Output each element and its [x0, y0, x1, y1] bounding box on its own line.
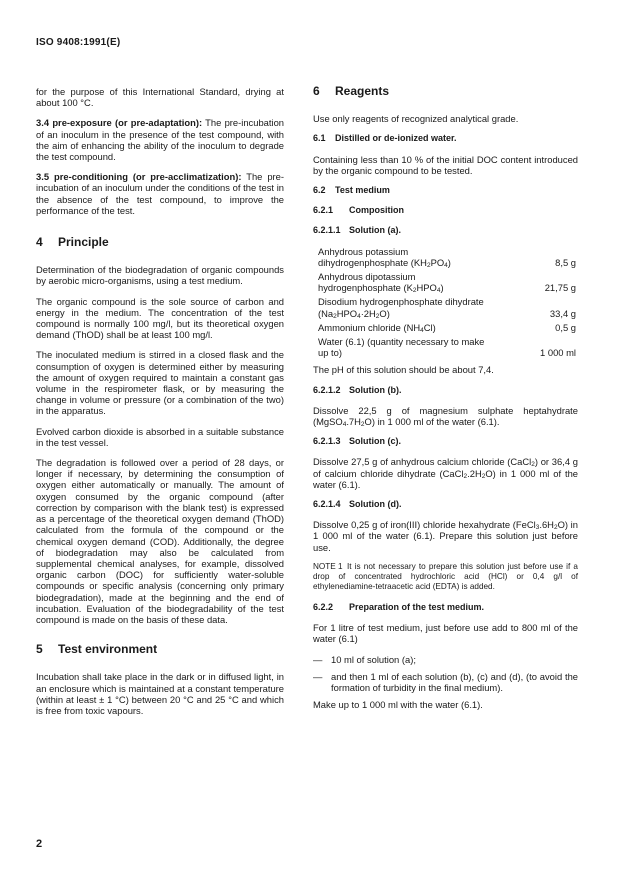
- paragraph: Use only reagents of recognized analytical grade.: [313, 113, 519, 125]
- paragraph: The organic compound is the sole source of carbon and energy in the medium. The concentration of the test compound is normally 100 mg/l, but its theoretical oxygen demand (ThOD) shall be at least 100 mg/l.: [36, 295, 284, 341]
- composition-row: Anhydrous dipotassium hydrogenphosphate $(K_2HPO_4)$ 21,75 g: [318, 271, 576, 295]
- composition-value: 1 000 ml: [540, 347, 576, 359]
- section-6-2-2-heading: 6.2.2 Preparation of the test medium.: [313, 601, 485, 612]
- list-item: — 10 ml of solution (a);: [313, 653, 416, 665]
- def-number: 3.4: [36, 117, 50, 129]
- definition-3-5: [36, 171, 284, 216]
- paragraph: The degradation is followed over a period of 28 days, or longer if necessary, by determining the consumption of oxygen either automatically or manually. The amount of oxygen consumed by the organic compound (after correction by comparison with the blank test) is expressed as a percentage of the theoretical oxygen demand (ThOD) calculated from the formula of the compound or the chemical oxygen demand (COD). Additionally, the degree of biodegradation may also be calculated from supplemental chemical analyses, for example, dissolved organic carbon (DOC) for sufficiently water-soluble compounds or specific analysis (concerning only primary biodegradation), made at the beginning and the end of incubation. Evaluation of the biodegradability of the test compound is made on the basis of these data.: [36, 457, 284, 625]
- note-1: NOTE 1 It is not necessary to prepare this solution just before use if a drop of concentrated hydrochloric acid (HCl) or 0,4 g/l of ethylenediamine-tetraacetic acid (EDTA) is added.: [313, 561, 578, 591]
- composition-value: 21,75 g: [544, 282, 576, 294]
- paragraph: Dissolve 27,5 g of anhydrous calcium chloride (CaCl$_2$) or 36,4 g of calcium chloride dihydrate $(CaCl_2.2H_2O)$ in 1 000 ml of the water (6.1).: [313, 456, 578, 490]
- composition-value: 33,4 g: [549, 307, 576, 319]
- paragraph: Dissolve 22,5 g of magnesium sulphate heptahydrate $(MgSO_4.7H_2O)$ in 1 000 ml of the water (6.1).: [313, 404, 578, 429]
- paragraph: Containing less than 10 % of the initial DOC content introduced by the organic compound to be tested.: [313, 153, 578, 176]
- list-item: — and then 1 ml of each solution (b), (c) and (d), (to avoid the formation of turbidity in the final medium).: [313, 670, 578, 693]
- right-column: [313, 86, 578, 719]
- section-4-heading: 4 Principle: [36, 235, 109, 250]
- section-5-heading: 5 Test environment: [36, 642, 158, 657]
- def-term: pre-exposure (or pre-adaptation):: [52, 117, 203, 129]
- section-6-heading: 6 Reagents: [313, 84, 390, 98]
- paragraph: Incubation shall take place in the dark or in diffused light, in an enclosure which is maintained at a constant temperature (within at least ± 1 °C) between 20 °C and 25 °C and which is free from toxic vapours.: [36, 671, 284, 716]
- def-text: The pre-incubation of an inoculum in the presence of the test compound, with the aim of enhancing the ability of the inoculum to degrade the test compound.: [36, 117, 284, 163]
- paragraph: Determination of the biodegradation of organic compounds by aerobic micro-organisms, using a test medium.: [36, 264, 284, 287]
- paragraph: The pH of this solution should be about 7,4.: [313, 364, 494, 376]
- def-term: pre-conditioning (or pre-acclimatization):: [53, 171, 242, 183]
- def-text: The pre-incubation of an inoculum under the conditions of the test in the absence of the test compound, to improve the performance of the test.: [36, 171, 284, 216]
- composition-table: [318, 246, 576, 359]
- section-6-2-heading: 6.2 Test medium: [313, 185, 390, 196]
- section-6-1-heading: 6.1 Distilled or de-ionized water.: [313, 133, 457, 144]
- composition-row: Anhydrous potassium dihydrogenphosphate $(KH_2PO_4)$ 8,5 g: [318, 245, 576, 269]
- page-number: 2: [36, 838, 43, 850]
- paragraph: Make up to 1 000 ml with the water (6.1).: [313, 699, 483, 711]
- paragraph: The inoculated medium is stirred in a closed flask and the consumption of oxygen is determined either by measuring the amount of oxygen required to maintain a constant gas volume in the respirometer flask, or by measuring the change in volume or pressure (or a combination of the two) in the apparatus.: [36, 349, 284, 417]
- section-6-2-1-4-heading: 6.2.1.4 Solution (d).: [313, 499, 402, 510]
- paragraph: Evolved carbon dioxide is absorbed in a suitable substance in the test vessel.: [36, 425, 284, 448]
- section-6-2-1-2-heading: 6.2.1.2 Solution (b).: [313, 384, 402, 395]
- document-header: ISO 9408:1991(E): [36, 37, 121, 48]
- composition-value: 0,5 g: [555, 321, 576, 333]
- paragraph-intro: for the purpose of this International Standard, drying at about 100 °C.: [36, 86, 284, 109]
- paragraph: Dissolve 0,25 g of iron(III) chloride hexahydrate $(FeCl_3.6H_2O)$ in 1 000 ml of the water (6.1). Prepare this solution just before use.: [313, 519, 578, 553]
- section-6-2-1-1-heading: 6.2.1.1 Solution (a).: [313, 225, 401, 236]
- section-6-2-1-3-heading: 6.2.1.3 Solution (c).: [313, 436, 401, 447]
- composition-row: Disodium hydrogenphosphate dihydrate $(Na_2HPO_4\cdot 2H_2O)$ 33,4 g: [318, 296, 576, 320]
- definition-3-4: [36, 117, 284, 162]
- composition-row: Water (6.1) (quantity necessary to make up to) 1 000 ml: [318, 336, 576, 359]
- composition-row: Ammonium chloride $(NH_4Cl)$ 0,5 g: [318, 321, 576, 334]
- def-number: 3.5: [36, 171, 50, 183]
- composition-value: 8,5 g: [555, 256, 576, 268]
- paragraph: For 1 litre of test medium, just before use add to 800 ml of the water (6.1): [313, 622, 578, 645]
- section-6-2-1-heading: 6.2.1 Composition: [313, 205, 404, 216]
- left-column: [36, 86, 284, 725]
